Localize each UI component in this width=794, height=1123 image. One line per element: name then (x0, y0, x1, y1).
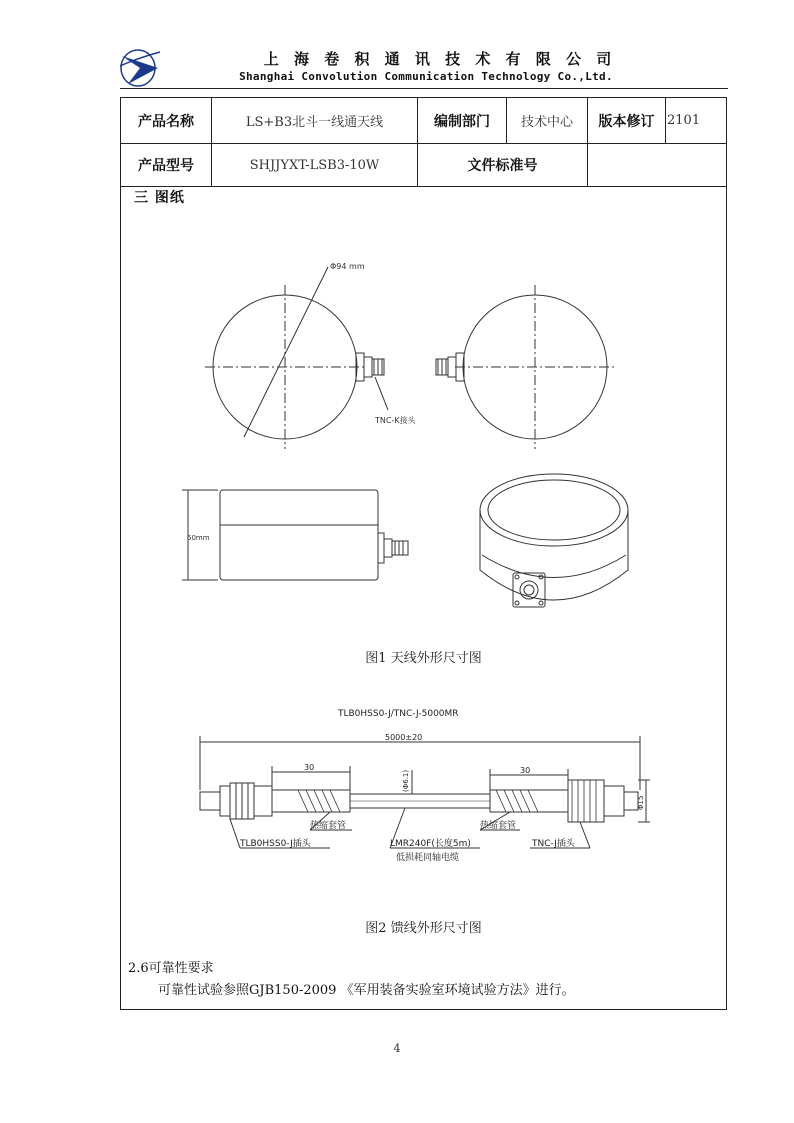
reliability-title: 2.6可靠性要求 (128, 961, 214, 976)
product-model-value: SHJJYXT-LSB3-10W (249, 157, 380, 173)
heat-shrink-left-label: 热缩套管 (310, 821, 347, 831)
plug-diameter-label: Φ15 (637, 795, 645, 810)
company-name-cn: 上 海 卷 积 通 讯 技 术 有 限 公 司 (263, 50, 617, 68)
feeder-cable-drawing (180, 700, 660, 890)
page-number: 4 (393, 1042, 401, 1055)
heat-shrink-right-label: 热缩套管 (480, 821, 517, 831)
left-plug-label: TLB0HSS0-J插头 (240, 839, 311, 849)
right-plug-label: TNC-J插头 (532, 839, 575, 849)
diameter-dimension-label: Φ94 mm (330, 262, 365, 271)
section-title: 三 图纸 (134, 190, 185, 206)
dept-label: 编制部门 (434, 113, 490, 130)
sleeve-length-left-label: 30 (304, 763, 315, 772)
reliability-body: 可靠性试验参照GJB150-2009 《军用装备实验室环境试验方法》进行。 (158, 983, 575, 998)
doc-standard-label: 文件标准号 (467, 158, 538, 174)
company-logo (118, 44, 162, 90)
antenna-dimension-drawing (170, 255, 650, 615)
figure2-caption: 图2 馈线外形尺寸图 (365, 921, 482, 936)
sleeve-length-right-label: 30 (520, 766, 531, 775)
product-name-value: LS+B3北斗一线通天线 (245, 115, 384, 130)
header-divider (120, 88, 728, 89)
cable-spec-label: LMR240F(长度5m) (390, 839, 471, 849)
cable-desc-label: 低损耗同轴电缆 (396, 853, 460, 863)
product-model-label: 产品型号 (138, 158, 194, 174)
table-row-divider (121, 186, 726, 187)
company-name-en: Shanghai Convolution Communication Technology Co.,Ltd. (239, 70, 613, 83)
length-dimension-label: 5000±20 (385, 733, 423, 742)
figure1-caption: 图1 天线外形尺寸图 (365, 651, 482, 666)
connector-label: TNC-K接头 (375, 416, 416, 425)
dept-value: 技术中心 (520, 115, 573, 130)
height-dimension-label: 50mm (187, 534, 210, 542)
cable-diameter-label: (Φ6.1) (402, 769, 410, 792)
revision-value: 2101 (667, 113, 701, 128)
cable-model-label: TLB0HSS0-J/TNC-J-5000MR (338, 709, 459, 719)
doc-standard-value (588, 144, 726, 186)
revision-label: 版本修订 (598, 113, 655, 130)
product-name-label: 产品名称 (138, 113, 194, 130)
